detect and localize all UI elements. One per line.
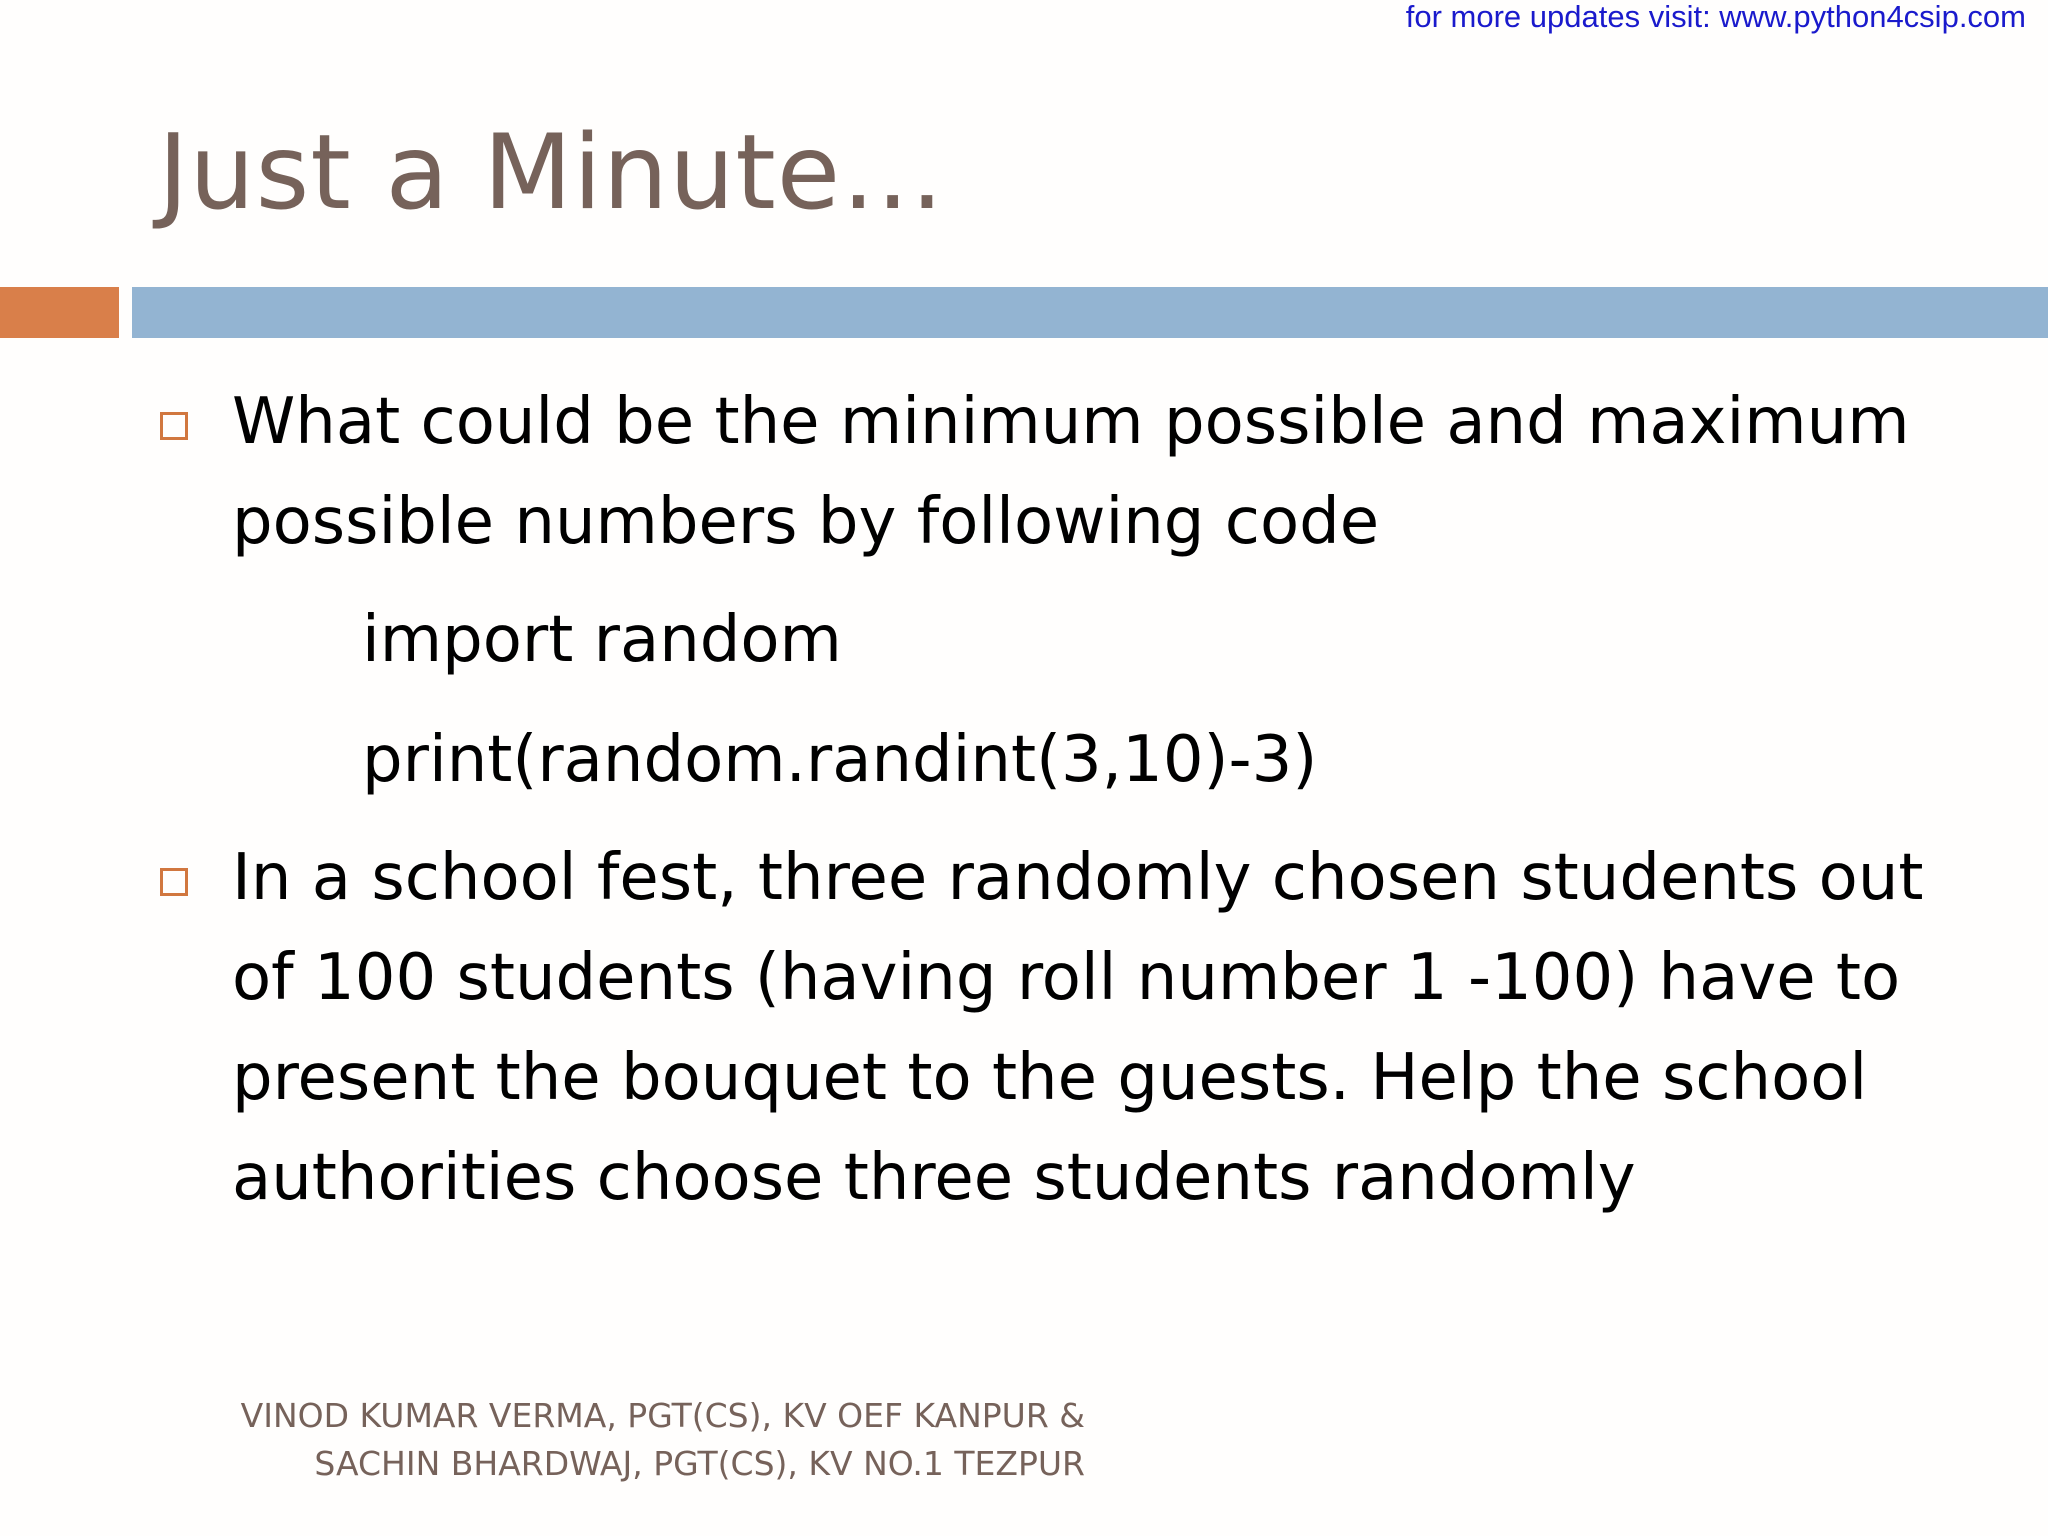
bullet-line: In a school fest, three randomly chosen students out	[232, 841, 1924, 915]
bullet-text-2	[232, 828, 2032, 1228]
accent-bar-orange	[0, 287, 119, 338]
slide-footer	[241, 1392, 1085, 1488]
bullet-line: possible numbers by following code	[232, 485, 1380, 559]
bullet-line: authorities choose three students randomly	[232, 1141, 1636, 1215]
watermark-link[interactable]: for more updates visit: www.python4csip.com	[1405, 0, 2026, 34]
square-bullet-icon	[160, 412, 188, 440]
square-bullet-icon	[160, 868, 188, 896]
bullet-line: of 100 students (having roll number 1 -100) have to	[232, 941, 1901, 1015]
footer-line: SACHIN BHARDWAJ, PGT(CS), KV NO.1 TEZPUR	[314, 1444, 1085, 1483]
bullet-text-1	[232, 372, 2032, 572]
footer-line: VINOD KUMAR VERMA, PGT(CS), KV OEF KANPUR &	[240, 1396, 1085, 1435]
code-line-1: import random	[362, 603, 842, 677]
bullet-line: What could be the minimum possible and maximum	[232, 385, 1910, 459]
accent-bar-blue	[132, 287, 2048, 338]
code-line-2: print(random.randint(3,10)-3)	[362, 723, 1318, 797]
slide-title: Just a Minute…	[158, 113, 946, 233]
bullet-line: present the bouquet to the guests. Help the school	[232, 1041, 1868, 1115]
